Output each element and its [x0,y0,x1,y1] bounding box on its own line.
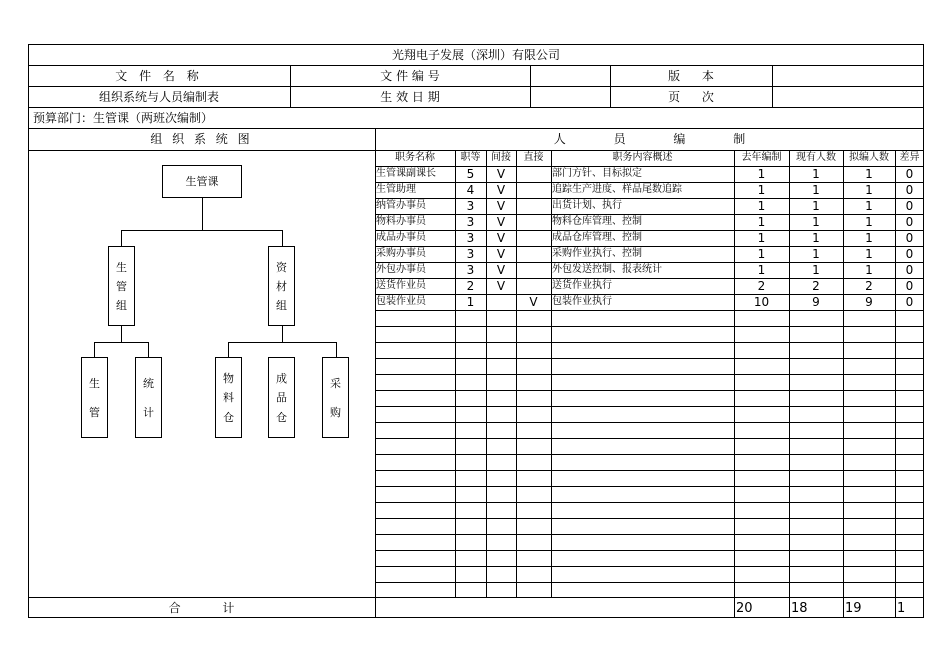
dept-line: 预算部门：生管课（两班次编制） [33,111,214,125]
total-current: 18 [791,601,808,616]
org-chart-title: 组 织 系 统 图 [150,132,253,146]
table-cell-diff: 0 [905,183,914,197]
table-cell-desc: 部门方针、目标拟定 [552,168,642,179]
org-node-char: 组 [116,299,127,313]
table-cell-last: 1 [757,263,766,277]
org-connector [282,326,283,342]
table-cell-current: 1 [812,247,820,261]
table-cell-desc: 送货作业执行 [552,280,612,291]
table-column-rule [789,597,790,618]
table-cell-diff: 0 [905,167,914,181]
table-cell-indirect: V [496,199,506,213]
table-cell-planned: 1 [865,167,873,181]
column-header: 间接 [491,152,511,163]
table-cell-planned: 2 [865,279,873,293]
org-node-char: 品 [276,391,287,405]
table-cell-current: 1 [812,167,820,181]
table-row-rule [375,470,924,471]
table-cell-current: 1 [812,231,820,245]
table-cell-last: 2 [757,279,766,293]
table-cell-title: 生管助理 [376,184,416,195]
table-cell-grade: 3 [466,199,475,213]
org-node-char: 材 [276,279,287,293]
table-cell-title: 采购办事员 [376,248,426,259]
page-label: 页 次 [668,90,714,104]
effective-date-label: 生 效 日 期 [380,90,440,104]
company-name: 光翔电子发展（深圳）有限公司 [391,48,560,62]
org-node-char: 组 [276,299,287,313]
table-cell-planned: 1 [865,215,873,229]
org-node-char: 仓 [276,411,287,425]
doc-name-value: 组织系统与人员编制表 [98,90,219,104]
org-node-char: 料 [223,391,234,405]
table-cell-current: 1 [812,263,820,277]
org-connector [148,342,149,357]
table-row-rule [375,566,924,567]
table-cell-current: 9 [812,295,820,309]
table-row-rule [375,438,924,439]
table-cell-indirect: V [496,247,506,261]
table-cell-grade: 3 [466,215,475,229]
doc-name-label: 文 件 名 称 [115,69,203,83]
staff-plan-title: 人 员 编 制 [553,132,746,146]
column-header: 职等 [460,152,481,163]
table-row-rule [375,342,924,343]
table-row-rule [375,518,924,519]
table-row-rule [375,486,924,487]
org-node-finished-goods-warehouse [268,357,295,438]
table-cell-title: 送货作业员 [376,280,426,291]
org-connector [336,342,337,357]
org-node-planning [81,357,108,438]
table-column-rule [734,597,735,618]
table-cell-title: 生管课副课长 [376,168,436,179]
org-node-char: 生 [89,376,100,390]
table-cell-title: 物料办事员 [376,216,426,227]
table-cell-planned: 1 [865,183,873,197]
org-node-char: 采 [330,376,341,390]
table-cell-direct: V [529,295,538,309]
org-node-statistics [135,357,162,438]
table-cell-grade: 4 [466,183,475,197]
table-cell-indirect: V [496,279,506,293]
rule [530,65,531,107]
table-row-rule [375,550,924,551]
total-last-year: 20 [736,601,753,616]
column-header: 差异 [899,152,920,163]
version-label: 版 本 [668,69,714,83]
table-cell-desc: 成品仓库管理、控制 [552,232,642,243]
org-node-char: 生 [116,260,127,274]
table-cell-last: 1 [757,199,766,213]
column-header: 直接 [523,152,544,163]
table-cell-diff: 0 [905,295,914,309]
org-node-root: 生管课 [162,165,242,198]
table-row-rule [375,454,924,455]
total-planned: 19 [845,601,862,616]
column-header: 拟编人数 [849,152,889,163]
doc-no-label: 文 件 编 号 [380,69,440,83]
org-node-char: 管 [116,279,127,293]
table-cell-desc: 外包发送控制、报表统计 [552,264,662,275]
column-header: 现有人数 [796,152,836,163]
org-connector [94,342,95,357]
rule [28,128,924,129]
table-cell-indirect: V [496,263,506,277]
rule [28,86,924,87]
org-connector [121,326,122,342]
rule [772,65,773,107]
total-row-rule [28,597,924,598]
table-cell-desc: 物料仓库管理、控制 [552,216,642,227]
table-cell-current: 1 [812,215,820,229]
table-cell-current: 2 [812,279,820,293]
table-cell-planned: 9 [865,295,873,309]
column-header: 职务名称 [395,152,435,163]
table-cell-title: 成品办事员 [376,232,426,243]
table-cell-last: 1 [757,167,766,181]
org-node-materials [268,246,295,326]
org-node-production [108,246,135,326]
table-cell-planned: 1 [865,231,873,245]
table-row-rule [375,582,924,583]
total-difference: 1 [897,601,906,616]
table-cell-grade: 1 [466,295,475,309]
table-cell-current: 1 [812,183,820,197]
table-cell-desc: 采购作业执行、控制 [552,248,642,259]
table-column-rule [843,597,844,618]
table-cell-desc: 包装作业执行 [552,296,612,307]
table-cell-last: 1 [757,215,766,229]
table-cell-title: 外包办事员 [376,264,426,275]
table-cell-grade: 3 [466,231,475,245]
table-cell-last: 1 [757,183,766,197]
table-cell-indirect: V [496,215,506,229]
table-cell-diff: 0 [905,215,914,229]
table-cell-planned: 1 [865,263,873,277]
table-cell-indirect: V [496,183,506,197]
table-cell-last: 1 [757,231,766,245]
table-row-rule [375,390,924,391]
org-node-char: 物 [223,371,234,385]
rule [28,65,924,66]
table-cell-grade: 5 [466,167,475,181]
org-connector [202,198,203,230]
org-connector [121,230,282,231]
table-cell-grade: 3 [466,247,475,261]
org-node-char: 计 [143,406,154,420]
org-node-material-warehouse [215,357,242,438]
table-cell-last: 10 [753,295,770,309]
table-cell-grade: 3 [466,263,475,277]
table-cell-desc: 追踪生产进度、样品尾数追踪 [552,184,682,195]
table-row-rule [375,326,924,327]
table-cell-diff: 0 [905,263,914,277]
table-row-rule [375,534,924,535]
org-connector [282,230,283,246]
rule [28,107,924,108]
table-cell-indirect: V [496,231,506,245]
table-cell-title: 包装作业员 [376,296,426,307]
table-cell-current: 1 [812,199,820,213]
table-cell-desc: 出货计划、执行 [552,200,622,211]
table-cell-planned: 1 [865,199,873,213]
column-header: 去年编制 [741,152,782,163]
table-cell-last: 1 [757,247,766,261]
org-node-char: 管 [89,406,100,420]
org-node-char: 成 [276,371,287,385]
table-cell-title: 纳管办事员 [376,200,426,211]
org-connector [94,342,148,343]
table-row-rule [375,374,924,375]
org-node-char: 统 [143,376,154,390]
table-row-rule [375,310,924,311]
table-row-rule [375,406,924,407]
table-cell-indirect: V [496,167,506,181]
table-cell-planned: 1 [865,247,873,261]
table-column-rule [895,597,896,618]
org-node-char: 仓 [223,411,234,425]
org-connector [228,342,229,357]
table-row-rule [375,358,924,359]
total-label: 合 计 [168,601,235,615]
table-cell-diff: 0 [905,231,914,245]
table-cell-grade: 2 [466,279,475,293]
org-connector [228,342,336,343]
table-cell-diff: 0 [905,247,914,261]
column-header: 职务内容概述 [612,152,673,163]
table-cell-diff: 0 [905,279,914,293]
org-node-char: 购 [330,406,341,420]
table-row-rule [375,422,924,423]
org-node-purchasing [322,357,349,438]
table-cell-diff: 0 [905,199,914,213]
org-connector [121,230,122,246]
table-row-rule [375,502,924,503]
org-node-char: 资 [276,260,287,274]
